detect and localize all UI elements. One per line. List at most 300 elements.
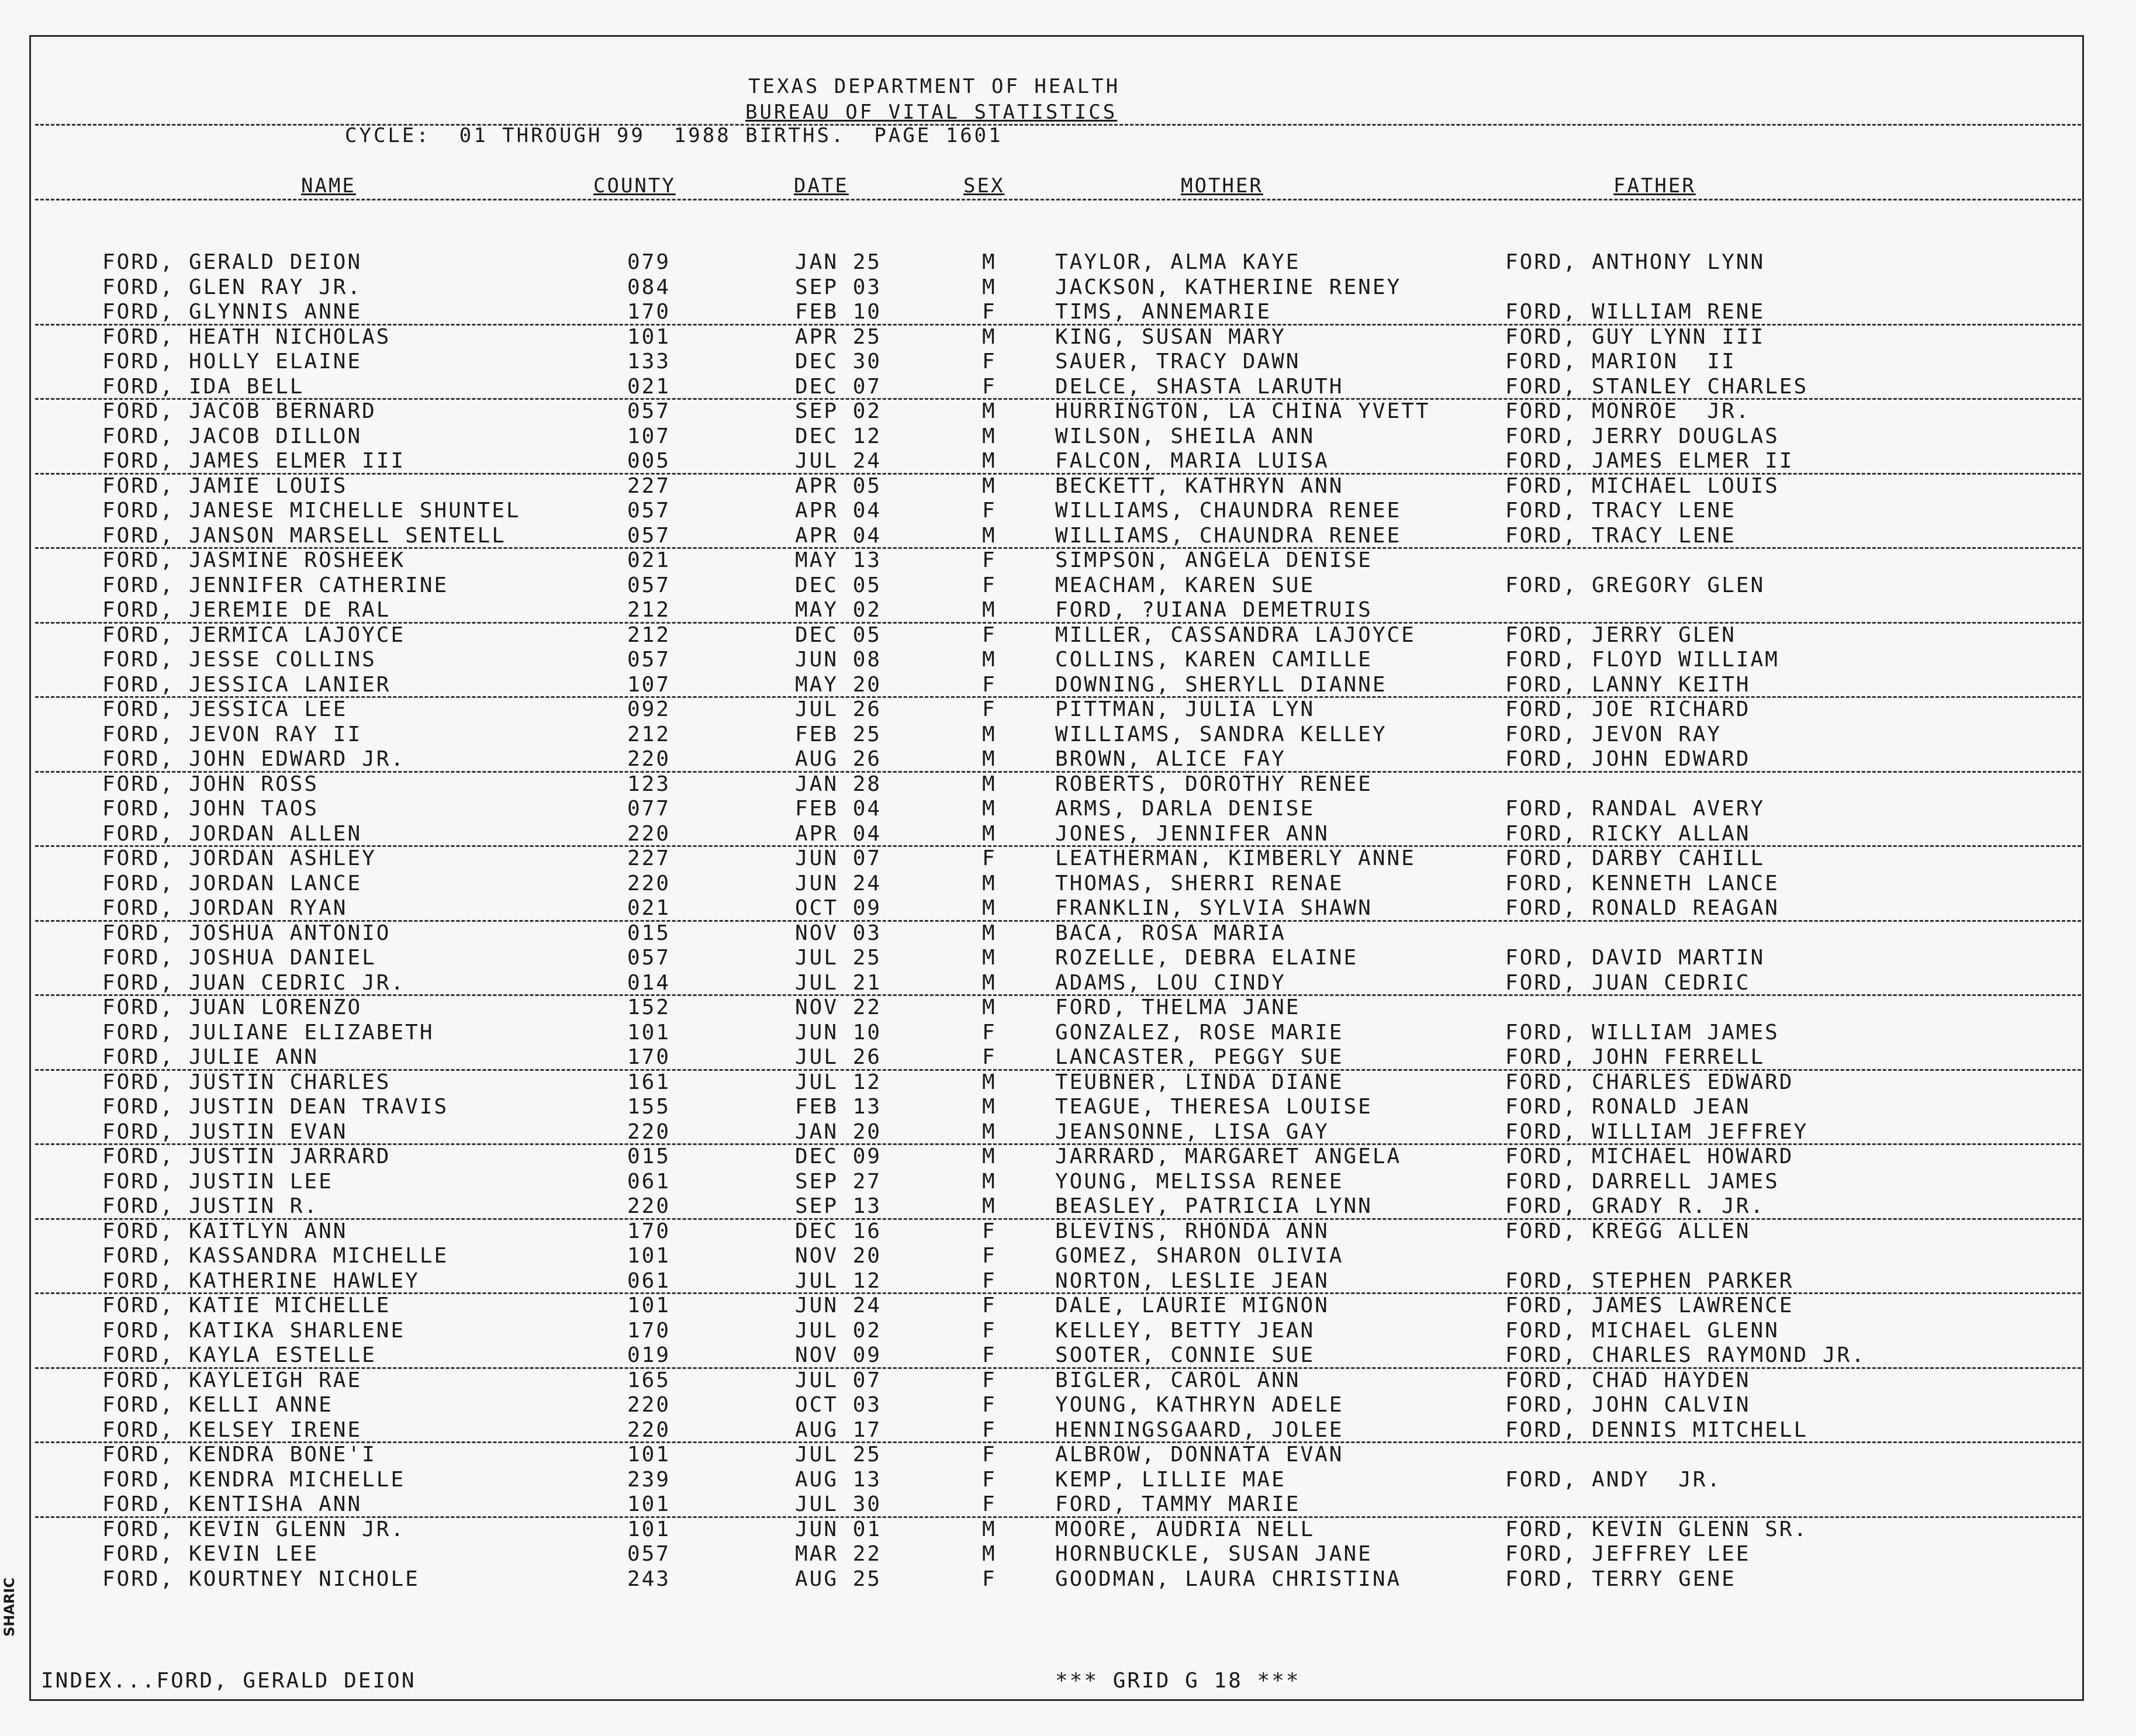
cell-father: FORD, MARION II xyxy=(1505,350,1736,374)
table-row xyxy=(0,375,2136,399)
cell-county: 101 xyxy=(627,1294,671,1317)
cell-county: 107 xyxy=(627,672,671,697)
cell-date: JAN 25 xyxy=(795,250,882,274)
cell-date: AUG 17 xyxy=(795,1417,882,1442)
column-header-county: COUNTY xyxy=(593,174,676,198)
cell-date: JUL 26 xyxy=(795,697,882,721)
cell-mother: ALBROW, DONNATA EVAN xyxy=(1055,1443,1344,1467)
cell-date: DEC 30 xyxy=(795,350,882,374)
cell-county: 005 xyxy=(627,449,671,473)
cell-father: FORD, WILLIAM RENE xyxy=(1505,300,1765,324)
cell-date: AUG 26 xyxy=(795,747,882,771)
table-row xyxy=(0,872,2136,896)
table-row xyxy=(0,598,2136,623)
cell-date: MAR 22 xyxy=(795,1542,882,1566)
cell-mother: SIMPSON, ANGELA DENISE xyxy=(1055,548,1373,572)
cell-name: FORD, JERMICA LAJOYCE xyxy=(102,623,406,647)
cell-county: 107 xyxy=(627,424,671,448)
cell-mother: TAYLOR, ALMA KAYE xyxy=(1055,250,1301,274)
cell-county: 220 xyxy=(627,1194,671,1218)
cell-date: MAY 13 xyxy=(795,548,882,572)
cell-name: FORD, JUSTIN EVAN xyxy=(102,1119,348,1144)
cell-father: FORD, JOE RICHARD xyxy=(1505,697,1751,721)
cell-name: FORD, JOSHUA DANIEL xyxy=(102,946,376,970)
cell-date: DEC 07 xyxy=(795,374,882,399)
cell-county: 101 xyxy=(627,1443,671,1467)
table-row xyxy=(0,399,2136,424)
table-row xyxy=(0,747,2136,772)
cell-father: FORD, RANDAL AVERY xyxy=(1505,797,1765,821)
cell-county: 057 xyxy=(627,399,671,423)
cell-sex: F xyxy=(982,499,997,523)
cell-sex: M xyxy=(982,275,997,299)
cell-father: FORD, MICHAEL HOWARD xyxy=(1505,1144,1794,1168)
cell-father: FORD, GREGORY GLEN xyxy=(1505,573,1765,597)
cell-date: JAN 20 xyxy=(795,1119,882,1144)
cell-father: FORD, RONALD JEAN xyxy=(1505,1095,1751,1119)
cell-father: FORD, MONROE JR. xyxy=(1505,399,1751,423)
cell-name: FORD, JESSICA LANIER xyxy=(102,672,391,697)
cell-mother: DELCE, SHASTA LARUTH xyxy=(1055,374,1344,399)
cell-father: FORD, LANNY KEITH xyxy=(1505,672,1751,697)
cell-sex: M xyxy=(982,797,997,821)
cell-father: FORD, KENNETH LANCE xyxy=(1505,871,1779,895)
cell-sex: M xyxy=(982,1542,997,1566)
cell-sex: F xyxy=(982,300,997,324)
cell-mother: KEMP, LILLIE MAE xyxy=(1055,1467,1286,1492)
cell-county: 057 xyxy=(627,573,671,597)
cell-date: APR 04 xyxy=(795,523,882,548)
cell-name: FORD, KOURTNEY NICHOLE xyxy=(102,1566,420,1591)
column-header-father: FATHER xyxy=(1613,174,1696,198)
table-row xyxy=(0,797,2136,821)
cell-father: FORD, DAVID MARTIN xyxy=(1505,946,1765,970)
cell-mother: YOUNG, KATHRYN ADELE xyxy=(1055,1393,1344,1417)
cell-name: FORD, JAMES ELMER III xyxy=(102,449,406,473)
table-row xyxy=(0,1120,2136,1144)
table-row xyxy=(0,1517,2136,1542)
cell-mother: ADAMS, LOU CINDY xyxy=(1055,970,1286,995)
cell-mother: JONES, JENNIFER ANN xyxy=(1055,821,1329,846)
grid-footer: *** GRID G 18 *** xyxy=(1055,1669,1301,1693)
cell-county: 057 xyxy=(627,648,671,672)
header-title: TEXAS DEPARTMENT OF HEALTH xyxy=(748,75,1121,98)
cell-name: FORD, JOSHUA ANTONIO xyxy=(102,921,391,945)
cell-date: JUL 12 xyxy=(795,1070,882,1094)
cell-county: 101 xyxy=(627,1244,671,1268)
column-header-divider xyxy=(35,199,2081,200)
cell-father: FORD, RONALD REAGAN xyxy=(1505,896,1779,920)
table-row xyxy=(0,772,2136,797)
cell-name: FORD, JUAN CEDRIC JR. xyxy=(102,970,406,995)
table-row xyxy=(0,846,2136,871)
cell-county: 212 xyxy=(627,598,671,622)
table-row xyxy=(0,1144,2136,1169)
cell-name: FORD, KENDRA MICHELLE xyxy=(102,1467,406,1492)
table-row xyxy=(0,1492,2136,1517)
table-row xyxy=(0,1194,2136,1219)
cell-county: 220 xyxy=(627,1119,671,1144)
cell-date: JUN 01 xyxy=(795,1517,882,1541)
table-row xyxy=(0,722,2136,747)
cell-date: FEB 25 xyxy=(795,722,882,746)
cell-father: FORD, JOHN EDWARD xyxy=(1505,747,1751,771)
cell-father: FORD, MICHAEL GLENN xyxy=(1505,1318,1779,1343)
cell-name: FORD, JOHN TAOS xyxy=(102,797,319,821)
table-row xyxy=(0,499,2136,523)
cell-sex: F xyxy=(982,623,997,647)
cell-sex: F xyxy=(982,846,997,870)
cell-father: FORD, JEFFREY LEE xyxy=(1505,1542,1751,1566)
cell-date: JUL 12 xyxy=(795,1268,882,1293)
cell-date: JAN 28 xyxy=(795,772,882,796)
table-row xyxy=(0,1045,2136,1070)
cell-county: 212 xyxy=(627,623,671,647)
cell-sex: M xyxy=(982,598,997,622)
cell-father: FORD, WILLIAM JEFFREY xyxy=(1505,1119,1809,1144)
cell-name: FORD, JANESE MICHELLE SHUNTEL xyxy=(102,499,521,523)
cell-county: 155 xyxy=(627,1095,671,1119)
cell-father: FORD, CHAD HAYDEN xyxy=(1505,1368,1751,1392)
cell-mother: BROWN, ALICE FAY xyxy=(1055,747,1286,771)
table-row xyxy=(0,548,2136,573)
cell-county: 101 xyxy=(627,1020,671,1045)
cell-mother: KING, SUSAN MARY xyxy=(1055,324,1286,349)
cell-sex: M xyxy=(982,1169,997,1194)
cell-sex: F xyxy=(982,1467,997,1492)
cell-county: 079 xyxy=(627,250,671,274)
cell-mother: DALE, LAURIE MIGNON xyxy=(1055,1294,1329,1317)
cell-sex: M xyxy=(982,946,997,970)
table-row xyxy=(0,1170,2136,1194)
cell-name: FORD, JOHN ROSS xyxy=(102,772,319,796)
cell-father: FORD, KREGG ALLEN xyxy=(1505,1219,1751,1243)
cell-name: FORD, JULIANE ELIZABETH xyxy=(102,1020,434,1045)
cell-father: FORD, STANLEY CHARLES xyxy=(1505,374,1809,399)
cell-name: FORD, KAYLA ESTELLE xyxy=(102,1343,376,1367)
cell-county: 077 xyxy=(627,797,671,821)
table-row xyxy=(0,648,2136,672)
cell-sex: M xyxy=(982,250,997,274)
cell-name: FORD, JESSE COLLINS xyxy=(102,648,376,672)
cell-father: FORD, MICHAEL LOUIS xyxy=(1505,473,1779,498)
cell-name: FORD, KEVIN GLENN JR. xyxy=(102,1517,406,1541)
cell-sex: M xyxy=(982,970,997,995)
table-row xyxy=(0,250,2136,275)
cell-father: FORD, TRACY LENE xyxy=(1505,499,1736,523)
cell-father: FORD, JOHN CALVIN xyxy=(1505,1393,1751,1417)
cell-mother: TEAGUE, THERESA LOUISE xyxy=(1055,1095,1373,1119)
cell-mother: JACKSON, KATHERINE RENEY xyxy=(1055,275,1402,299)
cell-mother: DOWNING, SHERYLL DIANNE xyxy=(1055,672,1387,697)
table-row xyxy=(0,275,2136,300)
cell-date: MAY 20 xyxy=(795,672,882,697)
cell-father: FORD, CHARLES RAYMOND JR. xyxy=(1505,1343,1866,1367)
cell-sex: M xyxy=(982,1144,997,1168)
cell-sex: F xyxy=(982,1219,997,1243)
cell-county: 021 xyxy=(627,548,671,572)
table-row xyxy=(0,474,2136,499)
cell-father: FORD, JAMES ELMER II xyxy=(1505,449,1794,473)
header-divider xyxy=(35,124,2081,126)
table-row xyxy=(0,946,2136,970)
table-row xyxy=(0,822,2136,846)
cell-father: FORD, WILLIAM JAMES xyxy=(1505,1020,1779,1045)
table-row xyxy=(0,1095,2136,1119)
table-row xyxy=(0,697,2136,722)
cell-sex: F xyxy=(982,1393,997,1417)
cell-father: FORD, ANTHONY LYNN xyxy=(1505,250,1765,274)
cell-sex: F xyxy=(982,374,997,399)
table-row xyxy=(0,524,2136,548)
cell-county: 220 xyxy=(627,871,671,895)
cell-date: DEC 16 xyxy=(795,1219,882,1243)
table-row xyxy=(0,573,2136,598)
cell-father: FORD, JUAN CEDRIC xyxy=(1505,970,1751,995)
cell-date: AUG 13 xyxy=(795,1467,882,1492)
cell-father: FORD, JERRY GLEN xyxy=(1505,623,1736,647)
column-header-name: NAME xyxy=(301,174,356,198)
table-row xyxy=(0,623,2136,648)
cell-name: FORD, GLEN RAY JR. xyxy=(102,275,362,299)
cell-name: FORD, JEVON RAY II xyxy=(102,722,362,746)
table-row xyxy=(0,1294,2136,1318)
cell-county: 227 xyxy=(627,473,671,498)
cell-mother: YOUNG, MELISSA RENEE xyxy=(1055,1169,1344,1194)
cell-sex: F xyxy=(982,672,997,697)
cell-county: 101 xyxy=(627,1517,671,1541)
cell-name: FORD, JACOB DILLON xyxy=(102,424,362,448)
cell-mother: BACA, ROSA MARIA xyxy=(1055,921,1286,945)
cell-county: 015 xyxy=(627,1144,671,1168)
cell-mother: TIMS, ANNEMARIE xyxy=(1055,300,1272,324)
table-row xyxy=(0,1418,2136,1443)
cell-sex: F xyxy=(982,1318,997,1343)
index-footer: INDEX...FORD, GERALD DEION xyxy=(41,1669,416,1693)
cell-father: FORD, STEPHEN PARKER xyxy=(1505,1268,1794,1293)
cell-sex: M xyxy=(982,523,997,548)
table-row xyxy=(0,1244,2136,1268)
cell-sex: M xyxy=(982,921,997,945)
cell-county: 161 xyxy=(627,1070,671,1094)
cell-mother: MOORE, AUDRIA NELL xyxy=(1055,1517,1315,1541)
cell-name: FORD, JUSTIN DEAN TRAVIS xyxy=(102,1095,449,1119)
cell-name: FORD, KATHERINE HAWLEY xyxy=(102,1268,420,1293)
cell-date: OCT 03 xyxy=(795,1393,882,1417)
cell-date: NOV 22 xyxy=(795,995,882,1019)
cell-county: 019 xyxy=(627,1343,671,1367)
column-header-date: DATE xyxy=(794,174,849,198)
cell-name: FORD, JUSTIN R. xyxy=(102,1194,319,1218)
cell-county: 220 xyxy=(627,1417,671,1442)
cell-date: NOV 20 xyxy=(795,1244,882,1268)
cell-father: FORD, JOHN FERRELL xyxy=(1505,1045,1765,1069)
cell-date: JUN 07 xyxy=(795,846,882,870)
table-row xyxy=(0,325,2136,350)
cell-date: DEC 05 xyxy=(795,573,882,597)
cell-sex: F xyxy=(982,1268,997,1293)
cell-sex: M xyxy=(982,896,997,920)
column-header-sex: SEX xyxy=(963,174,1005,198)
cell-county: 220 xyxy=(627,1393,671,1417)
cell-county: 123 xyxy=(627,772,671,796)
cell-date: JUL 30 xyxy=(795,1492,882,1516)
table-row xyxy=(0,449,2136,473)
cell-mother: BECKETT, KATHRYN ANN xyxy=(1055,473,1344,498)
cell-county: 170 xyxy=(627,1045,671,1069)
cell-mother: BIGLER, CAROL ANN xyxy=(1055,1368,1301,1392)
table-row xyxy=(0,921,2136,946)
cell-father: FORD, DENNIS MITCHELL xyxy=(1505,1417,1809,1442)
cell-sex: F xyxy=(982,1244,997,1268)
cell-sex: F xyxy=(982,1417,997,1442)
cell-sex: F xyxy=(982,1294,997,1317)
cell-name: FORD, KENDRA BONE'I xyxy=(102,1443,376,1467)
cell-mother: GONZALEZ, ROSE MARIE xyxy=(1055,1020,1344,1045)
cell-name: FORD, KASSANDRA MICHELLE xyxy=(102,1244,449,1268)
cell-name: FORD, KELLI ANNE xyxy=(102,1393,333,1417)
cell-mother: SAUER, TRACY DAWN xyxy=(1055,350,1301,374)
cell-sex: M xyxy=(982,1119,997,1144)
cell-father: FORD, JERRY DOUGLAS xyxy=(1505,424,1779,448)
cell-date: APR 04 xyxy=(795,821,882,846)
cell-name: FORD, JAMIE LOUIS xyxy=(102,473,348,498)
cell-sex: M xyxy=(982,449,997,473)
cell-mother: GOODMAN, LAURA CHRISTINA xyxy=(1055,1566,1402,1591)
cell-name: FORD, JORDAN ALLEN xyxy=(102,821,362,846)
cell-father: FORD, RICKY ALLAN xyxy=(1505,821,1751,846)
cell-date: FEB 10 xyxy=(795,300,882,324)
cell-name: FORD, JEREMIE DE RAL xyxy=(102,598,391,622)
cell-date: APR 04 xyxy=(795,499,882,523)
cell-mother: LANCASTER, PEGGY SUE xyxy=(1055,1045,1344,1069)
cell-sex: F xyxy=(982,1566,997,1591)
cell-date: FEB 04 xyxy=(795,797,882,821)
table-row xyxy=(0,1269,2136,1294)
cell-name: FORD, JUSTIN JARRARD xyxy=(102,1144,391,1168)
cell-sex: M xyxy=(982,995,997,1019)
cell-date: SEP 03 xyxy=(795,275,882,299)
cell-sex: M xyxy=(982,424,997,448)
table-row xyxy=(0,350,2136,374)
cell-mother: FRANKLIN, SYLVIA SHAWN xyxy=(1055,896,1373,920)
cell-county: 165 xyxy=(627,1368,671,1392)
cell-name: FORD, JASMINE ROSHEEK xyxy=(102,548,406,572)
cell-name: FORD, GLYNNIS ANNE xyxy=(102,300,362,324)
cell-county: 227 xyxy=(627,846,671,870)
table-row xyxy=(0,1567,2136,1592)
cell-county: 239 xyxy=(627,1467,671,1492)
cell-mother: WILLIAMS, CHAUNDRA RENEE xyxy=(1055,499,1402,523)
cell-father: FORD, GRADY R. JR. xyxy=(1505,1194,1765,1218)
cell-county: 170 xyxy=(627,300,671,324)
cell-county: 057 xyxy=(627,946,671,970)
table-row xyxy=(0,971,2136,995)
cell-name: FORD, JUAN LORENZO xyxy=(102,995,362,1019)
cell-name: FORD, KENTISHA ANN xyxy=(102,1492,362,1516)
cell-mother: JARRARD, MARGARET ANGELA xyxy=(1055,1144,1402,1168)
cell-sex: M xyxy=(982,871,997,895)
cell-mother: ROBERTS, DOROTHY RENEE xyxy=(1055,772,1373,796)
cell-name: FORD, KATIE MICHELLE xyxy=(102,1294,391,1317)
cell-mother: FORD, TAMMY MARIE xyxy=(1055,1492,1301,1516)
cell-county: 220 xyxy=(627,821,671,846)
cell-mother: LEATHERMAN, KIMBERLY ANNE xyxy=(1055,846,1416,870)
table-row xyxy=(0,995,2136,1020)
cell-mother: BEASLEY, PATRICIA LYNN xyxy=(1055,1194,1373,1218)
cell-sex: M xyxy=(982,473,997,498)
cell-date: JUN 24 xyxy=(795,1294,882,1317)
cell-name: FORD, KELSEY IRENE xyxy=(102,1417,362,1442)
cell-mother: WILSON, SHEILA ANN xyxy=(1055,424,1315,448)
cell-mother: FORD, THELMA JANE xyxy=(1055,995,1301,1019)
cell-name: FORD, JORDAN RYAN xyxy=(102,896,348,920)
cell-county: 021 xyxy=(627,896,671,920)
cell-mother: SOOTER, CONNIE SUE xyxy=(1055,1343,1315,1367)
cell-name: FORD, KAITLYN ANN xyxy=(102,1219,348,1243)
cell-sex: F xyxy=(982,697,997,721)
table-row xyxy=(0,1070,2136,1095)
cell-sex: F xyxy=(982,573,997,597)
cell-father: FORD, DARRELL JAMES xyxy=(1505,1169,1779,1194)
table-row xyxy=(0,1219,2136,1244)
cell-sex: F xyxy=(982,1492,997,1516)
cell-date: SEP 02 xyxy=(795,399,882,423)
table-row xyxy=(0,1368,2136,1393)
cell-mother: MEACHAM, KAREN SUE xyxy=(1055,573,1315,597)
cell-sex: M xyxy=(982,324,997,349)
cell-sex: M xyxy=(982,722,997,746)
cell-name: FORD, JULIE ANN xyxy=(102,1045,319,1069)
cell-sex: F xyxy=(982,548,997,572)
cell-date: JUL 25 xyxy=(795,946,882,970)
cell-sex: F xyxy=(982,1443,997,1467)
cell-mother: COLLINS, KAREN CAMILLE xyxy=(1055,648,1373,672)
cell-sex: M xyxy=(982,1070,997,1094)
table-row xyxy=(0,896,2136,921)
cell-name: FORD, JOHN EDWARD JR. xyxy=(102,747,406,771)
cell-date: JUN 24 xyxy=(795,871,882,895)
cell-date: JUL 25 xyxy=(795,1443,882,1467)
cell-date: APR 25 xyxy=(795,324,882,349)
cell-mother: NORTON, LESLIE JEAN xyxy=(1055,1268,1329,1293)
cell-date: SEP 27 xyxy=(795,1169,882,1194)
cell-county: 057 xyxy=(627,523,671,548)
cell-sex: F xyxy=(982,1368,997,1392)
cell-father: FORD, FLOYD WILLIAM xyxy=(1505,648,1779,672)
cell-name: FORD, KEVIN LEE xyxy=(102,1542,319,1566)
cell-county: 014 xyxy=(627,970,671,995)
cell-father: FORD, JEVON RAY xyxy=(1505,722,1722,746)
cell-date: NOV 09 xyxy=(795,1343,882,1367)
cell-name: FORD, JUSTIN LEE xyxy=(102,1169,333,1194)
cell-name: FORD, JESSICA LEE xyxy=(102,697,348,721)
table-row xyxy=(0,1021,2136,1045)
cell-name: FORD, JACOB BERNARD xyxy=(102,399,376,423)
cell-date: SEP 13 xyxy=(795,1194,882,1218)
cell-date: DEC 09 xyxy=(795,1144,882,1168)
cell-county: 061 xyxy=(627,1268,671,1293)
cell-sex: M xyxy=(982,772,997,796)
cell-county: 101 xyxy=(627,1492,671,1516)
cell-county: 220 xyxy=(627,747,671,771)
cycle-line: CYCLE: 01 THROUGH 99 1988 BIRTHS. PAGE 1601 xyxy=(345,124,1003,147)
cell-mother: JEANSONNE, LISA GAY xyxy=(1055,1119,1329,1144)
cell-sex: F xyxy=(982,1343,997,1367)
table-row xyxy=(0,1319,2136,1343)
cell-mother: GOMEZ, SHARON OLIVIA xyxy=(1055,1244,1344,1268)
cell-mother: THOMAS, SHERRI RENAE xyxy=(1055,871,1344,895)
